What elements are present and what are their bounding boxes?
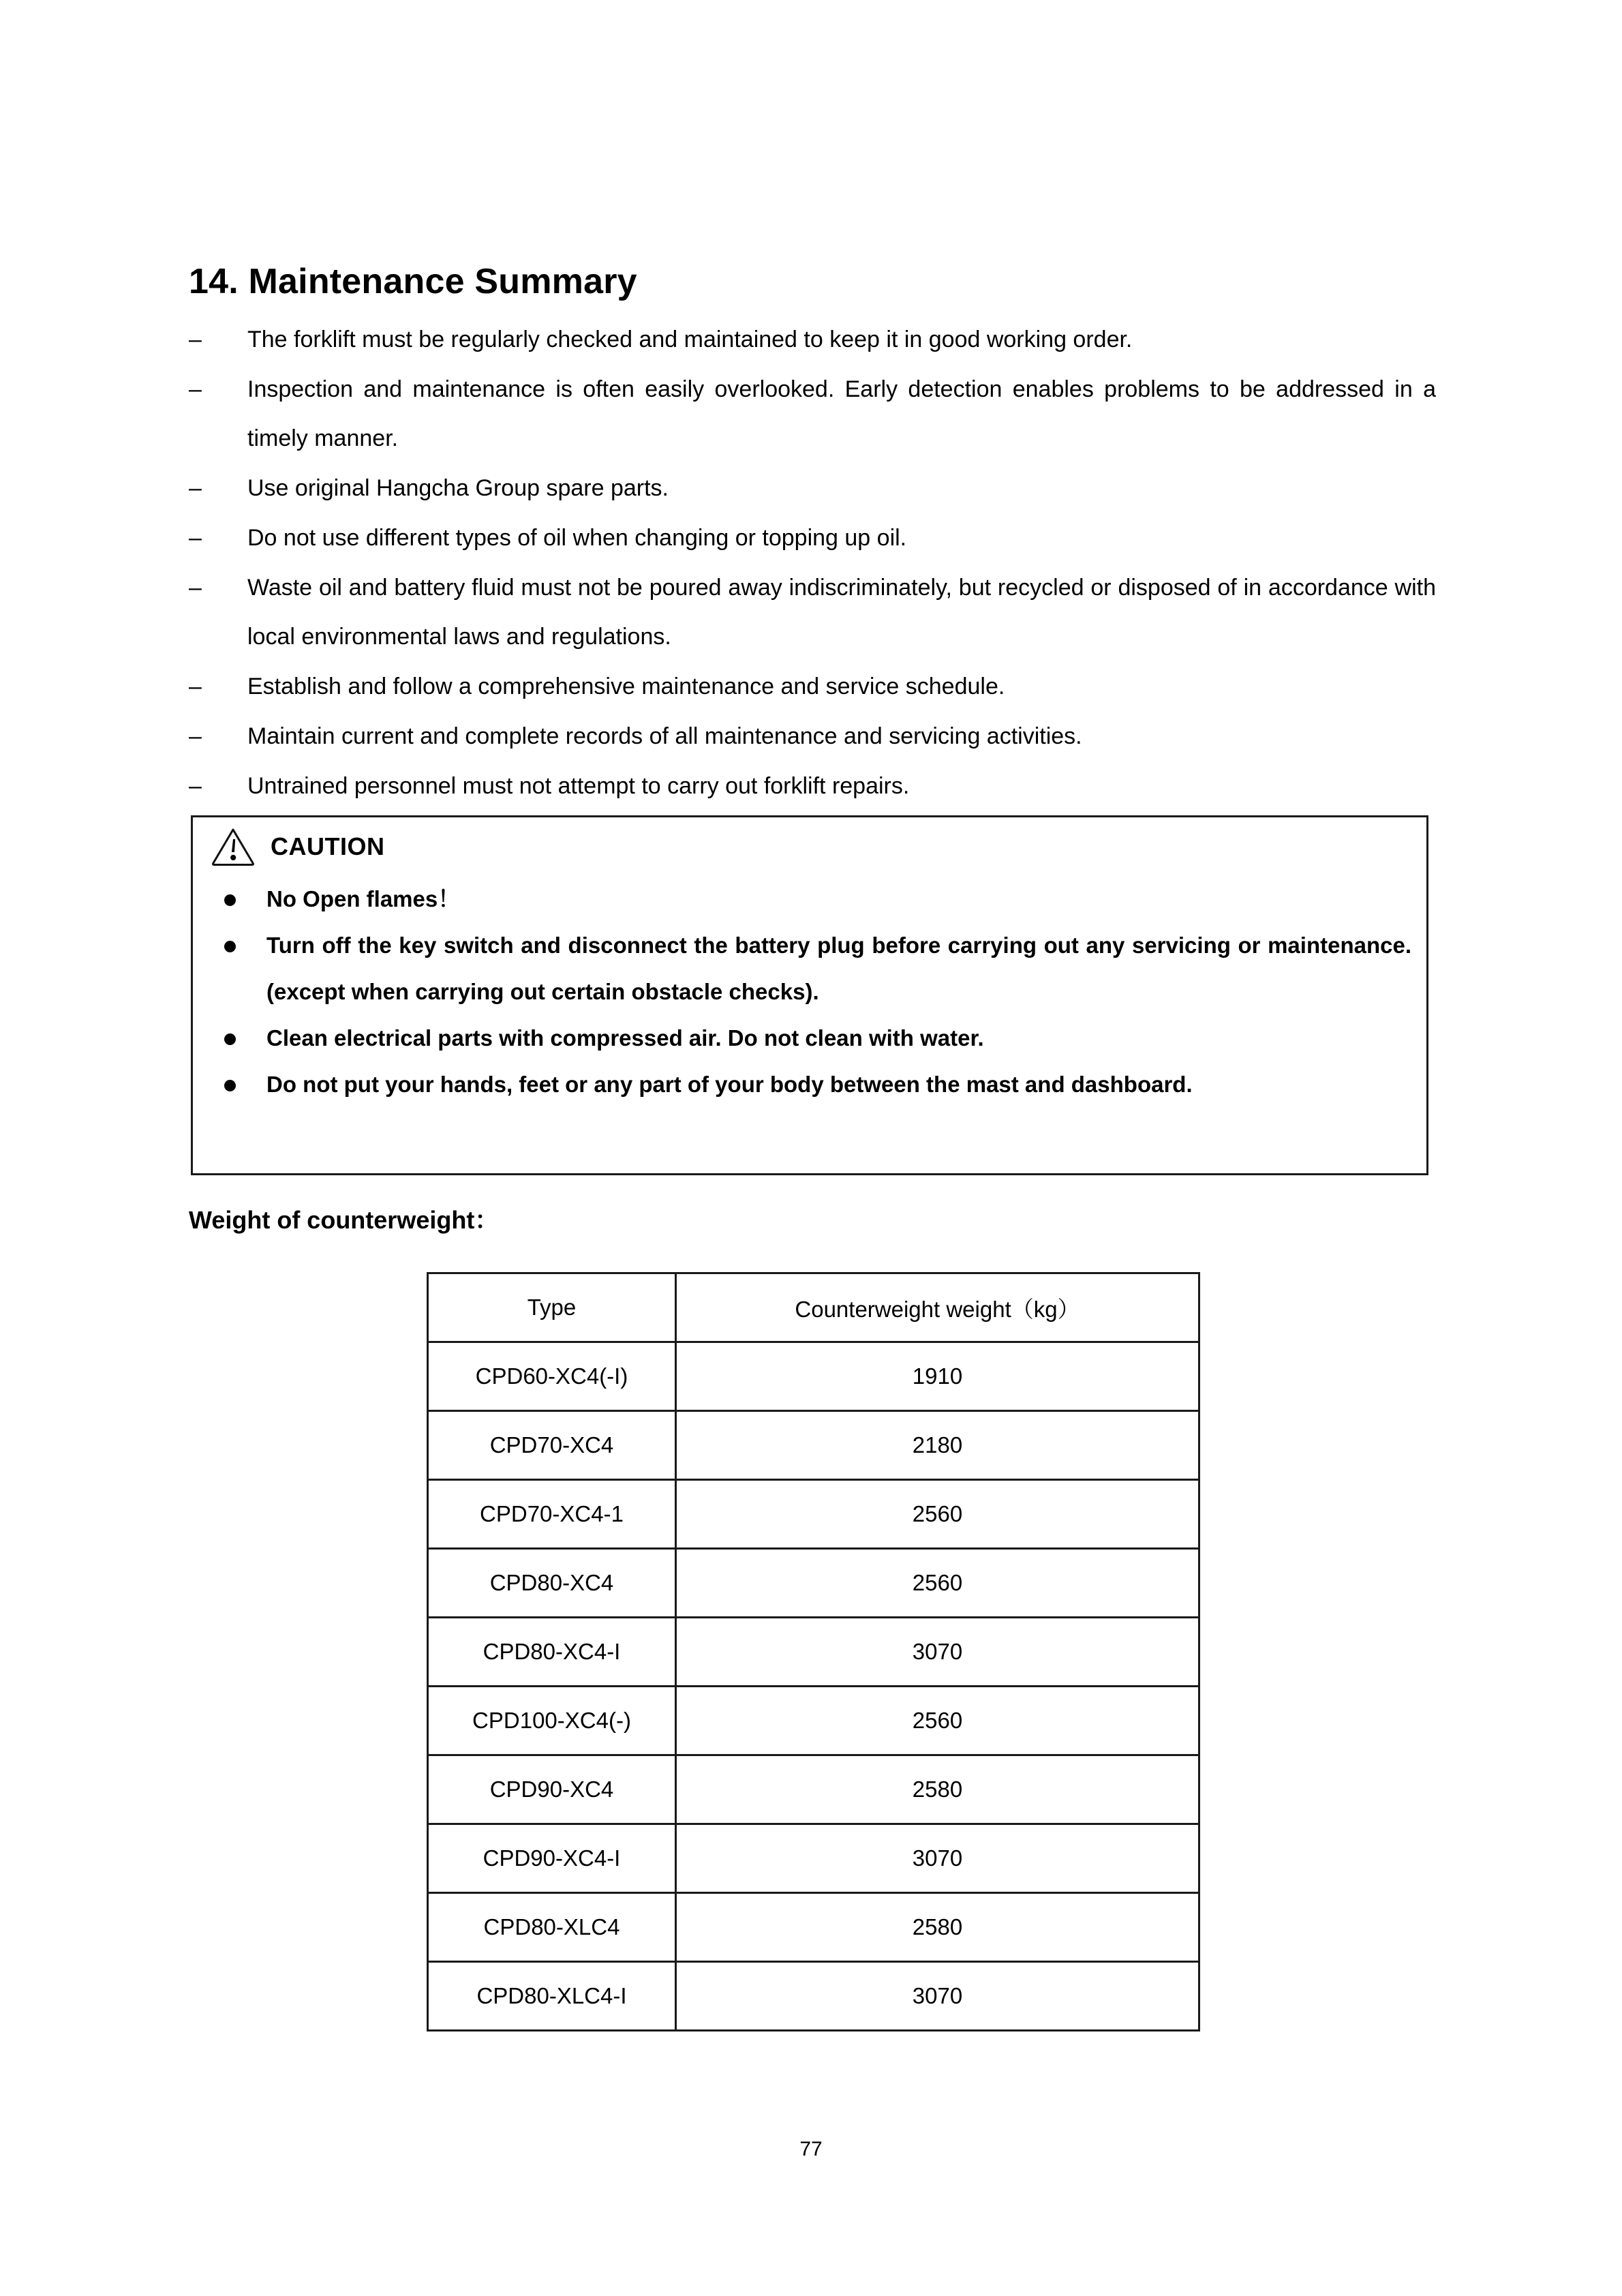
caution-list-item-text: Turn off the key switch and disconnect the battery plug before carrying out any servicing or maintenance. (except when carrying out certain obstacle checks).	[266, 933, 1411, 1004]
bullet-dot-icon	[224, 941, 236, 952]
column-header-counterweight-weight: Counterweight weight（kg）	[676, 1273, 1199, 1342]
list-item	[189, 464, 1436, 513]
dash-marker-icon: –	[189, 327, 202, 352]
table-row	[428, 1411, 1199, 1480]
caution-header	[211, 827, 385, 866]
list-item	[189, 563, 1436, 661]
cell-type: CPD90-XC4	[428, 1755, 676, 1824]
dash-marker-icon: –	[189, 773, 202, 799]
list-item	[189, 365, 1436, 463]
cell-counterweight-weight: 2560	[676, 1549, 1199, 1618]
dash-marker-icon: –	[189, 475, 202, 501]
table-row	[428, 1549, 1199, 1618]
list-item-text: Use original Hangcha Group spare parts.	[247, 475, 669, 501]
dash-marker-icon: –	[189, 525, 202, 551]
list-item	[189, 712, 1436, 761]
column-header-type: Type	[428, 1273, 676, 1342]
caution-list-item-text: Clean electrical parts with compressed air. Do not clean with water.	[266, 1025, 984, 1051]
table-row	[428, 1687, 1199, 1755]
counterweight-table	[427, 1272, 1200, 2031]
list-item	[189, 761, 1436, 811]
list-item-text: Waste oil and battery fluid must not be poured away indiscriminately, but recycled or disposed of in accordance with local environmental laws and regulations.	[247, 575, 1436, 650]
cell-type: CPD90-XC4-I	[428, 1824, 676, 1893]
cell-type: CPD80-XLC4-I	[428, 1962, 676, 2031]
caution-box	[191, 815, 1428, 1175]
maintenance-guidelines-list	[189, 315, 1436, 811]
dash-marker-icon: –	[189, 723, 202, 749]
table-row	[428, 1342, 1199, 1411]
list-item-text: Inspection and maintenance is often easily overlooked. Early detection enables problems to be addressed in a timely manner.	[247, 376, 1436, 451]
page-title: 14. Maintenance Summary	[189, 261, 637, 301]
caution-list-item	[211, 1061, 1411, 1108]
caution-list-item	[211, 922, 1411, 1015]
cell-counterweight-weight: 3070	[676, 1962, 1199, 2031]
caution-list-item-text: Do not put your hands, feet or any part of your body between the mast and dashboard.	[266, 1072, 1193, 1097]
cell-counterweight-weight: 2580	[676, 1893, 1199, 1962]
cell-type: CPD70-XC4-1	[428, 1480, 676, 1549]
caution-list-item	[211, 876, 1411, 922]
cell-counterweight-weight: 2180	[676, 1411, 1199, 1480]
caution-list-item-text: No Open flames！	[266, 886, 461, 911]
table-head	[428, 1273, 1199, 1342]
bullet-dot-icon	[224, 1033, 236, 1045]
table-row	[428, 1962, 1199, 2031]
list-item-text: The forklift must be regularly checked and maintained to keep it in good working order.	[247, 327, 1133, 352]
counterweight-heading: Weight of counterweight：	[189, 1206, 500, 1234]
table-row	[428, 1480, 1199, 1549]
cell-counterweight-weight: 2560	[676, 1687, 1199, 1755]
page-number: 77	[799, 2138, 823, 2160]
warning-triangle-icon	[211, 827, 256, 866]
list-item-text: Establish and follow a comprehensive maintenance and service schedule.	[247, 674, 1005, 699]
cell-type: CPD80-XC4	[428, 1549, 676, 1618]
caution-list-item	[211, 1015, 1411, 1061]
dash-marker-icon: –	[189, 674, 202, 699]
list-item	[189, 662, 1436, 711]
caution-items-list	[211, 876, 1411, 1108]
cell-counterweight-weight: 3070	[676, 1824, 1199, 1893]
cell-type: CPD60-XC4(-I)	[428, 1342, 676, 1411]
table-row	[428, 1893, 1199, 1962]
cell-counterweight-weight: 1910	[676, 1342, 1199, 1411]
cell-type: CPD80-XC4-I	[428, 1618, 676, 1687]
bullet-dot-icon	[224, 894, 236, 906]
bullet-dot-icon	[224, 1080, 236, 1091]
table-header-row	[428, 1273, 1199, 1342]
dash-marker-icon: –	[189, 575, 202, 601]
dash-marker-icon: –	[189, 376, 202, 402]
list-item-text: Maintain current and complete records of all maintenance and servicing activities.	[247, 723, 1082, 749]
table-row	[428, 1755, 1199, 1824]
list-item-text: Untrained personnel must not attempt to carry out forklift repairs.	[247, 773, 910, 799]
cell-counterweight-weight: 2580	[676, 1755, 1199, 1824]
cell-counterweight-weight: 3070	[676, 1618, 1199, 1687]
caution-label: CAUTION	[271, 832, 385, 860]
list-item	[189, 315, 1436, 364]
cell-type: CPD80-XLC4	[428, 1893, 676, 1962]
list-item	[189, 513, 1436, 562]
table-row	[428, 1618, 1199, 1687]
cell-counterweight-weight: 2560	[676, 1480, 1199, 1549]
list-item-text: Do not use different types of oil when changing or topping up oil.	[247, 525, 907, 551]
table-body	[428, 1342, 1199, 2031]
cell-type: CPD70-XC4	[428, 1411, 676, 1480]
cell-type: CPD100-XC4(-)	[428, 1687, 676, 1755]
table-row	[428, 1824, 1199, 1893]
